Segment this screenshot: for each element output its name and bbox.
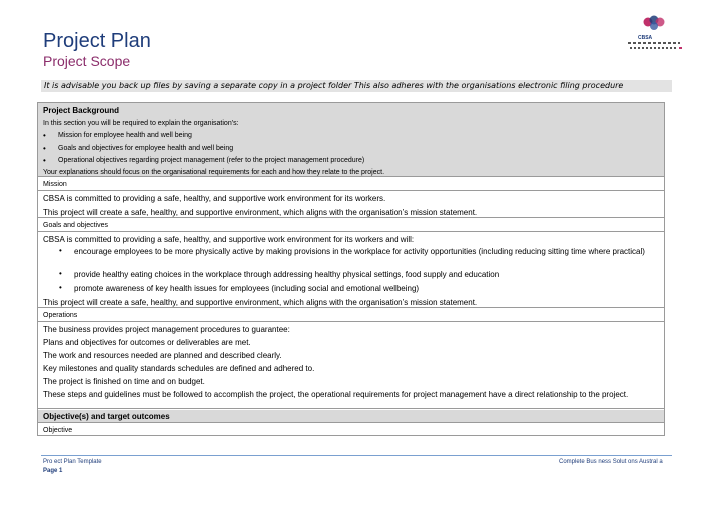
background-section: [38, 103, 664, 177]
background-bullet: Operational objectives regarding project management (refer to the project management procedure): [58, 157, 365, 164]
bullet-icon: •: [59, 269, 62, 278]
operations-line: Plans and objectives for outcomes or deliverables are met.: [43, 338, 251, 347]
footer-company: Complete Bus ness Solut ons Austral a: [559, 459, 663, 465]
page-title: Project Plan: [43, 30, 151, 52]
logo-text: CBSA: [638, 35, 653, 41]
logo-tagline-2: [630, 47, 678, 49]
footer-divider: [41, 455, 672, 456]
backup-advisory: It is advisable you back up files by saving a separate copy in a project folder This also adheres with the organisations electronic filing procedure: [41, 80, 672, 92]
mission-line: CBSA is committed to providing a safe, healthy, and supportive work environment for its workers.: [43, 194, 386, 203]
operations-line: The work and resources needed are planned and described clearly.: [43, 351, 282, 360]
bullet-icon: •: [59, 246, 62, 255]
company-logo: [628, 14, 680, 54]
scope-table: [37, 102, 665, 436]
bullet-icon: •: [59, 283, 62, 292]
goals-bullet: encourage employees to be more physically active by making provisions in the workplace for activity opportunities (including reducing sitting time where practical): [74, 247, 645, 256]
logo-mark-icon: [642, 14, 666, 34]
mission-content: [38, 192, 664, 218]
operations-line: The project is finished on time and on budget.: [43, 377, 205, 386]
goals-bullet: provide healthy eating choices in the workplace through addressing healthy physical settings, food supply and education: [74, 270, 500, 279]
operations-line: These steps and guidelines must be followed to accomplish the project, the operational requirements for project management have a direct relationship to the project.: [43, 390, 629, 399]
mission-line: This project will create a safe, healthy, and supportive environment, which aligns with the organisation’s mission statement.: [43, 208, 478, 217]
operations-label: Operations: [43, 312, 78, 319]
mission-label: Mission: [43, 181, 67, 188]
goals-content: [38, 233, 664, 308]
background-bullet: Goals and objectives for employee health and well being: [58, 145, 234, 152]
bullet-icon: •: [43, 131, 46, 140]
objectives-heading: Objective(s) and target outcomes: [43, 412, 170, 421]
goals-label: Goals and objectives: [43, 222, 108, 229]
goals-intro: CBSA is committed to providing a safe, healthy, and supportive work environment for its workers and will:: [43, 235, 415, 244]
operations-line: Key milestones and quality standards schedules are defined and adhered to.: [43, 364, 315, 373]
objectives-heading-row: [38, 410, 664, 423]
bullet-icon: •: [43, 156, 46, 165]
goals-label-row: [38, 219, 664, 232]
operations-label-row: [38, 309, 664, 322]
background-heading: Project Background: [43, 106, 120, 115]
goals-bullet: promote awareness of key health issues for employees (including social and emotional wellbeing): [74, 284, 420, 293]
goals-closing: This project will create a safe, healthy, and supportive environment, which aligns with the organisation’s mission statement.: [43, 298, 478, 307]
objective-label: Objective: [43, 427, 73, 434]
operations-content: [38, 323, 664, 409]
page-subtitle: Project Scope: [43, 53, 131, 69]
operations-line: The business provides project management procedures to guarantee:: [43, 325, 290, 334]
background-bullet: Mission for employee health and well being: [58, 132, 192, 139]
footer-template-name: Pro ect Plan Template: [43, 459, 102, 465]
mission-label-row: [38, 178, 664, 191]
background-intro: In this section you will be required to explain the organisation’s:: [43, 120, 239, 127]
footer-page-number: Page 1: [43, 468, 63, 474]
objective-label-row: [38, 424, 664, 436]
bullet-icon: •: [43, 144, 46, 153]
background-note: Your explanations should focus on the organisational requirements for each and how they relate to the project.: [43, 169, 385, 176]
logo-tagline: [628, 42, 680, 44]
